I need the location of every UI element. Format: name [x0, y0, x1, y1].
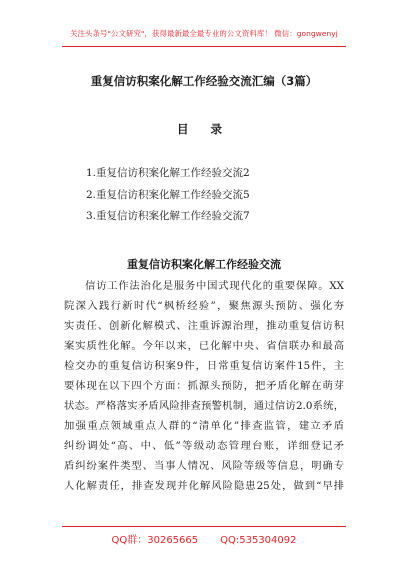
document-title: 重复信访积案化解工作经验交流汇编（3篇） — [90, 74, 318, 88]
body-line: 实责任、创新化解模式、注重诉源治理，推动重复信访积 — [64, 320, 344, 332]
body-line: 信访工作法治化是服务中国式现代化的重要保障。XX — [85, 280, 344, 292]
section-title: 重复信访积案化解工作经验交流 — [127, 258, 281, 271]
table-of-contents — [86, 164, 250, 229]
body-line: 要体现在以下四个方面：抓源头预防，把矛盾化解在萌芽 — [64, 380, 344, 392]
body-line: 盾纠纷案件类型、当事人情况、风险等级等信息，明确专 — [64, 460, 344, 472]
header-divider — [62, 46, 346, 47]
body-line: 检交办的重复信访积案9件，日常重复信访案件15件，主 — [64, 360, 344, 372]
footer — [0, 531, 408, 546]
body-line: 人化解责任，排查发现并化解风险隐患25处，做到“早排 — [64, 480, 344, 492]
footer-qq: QQ:535304092 — [220, 535, 297, 546]
body-line: 纠纷调处“高、中、低”等级动态管理台账，详细登记矛 — [64, 440, 344, 452]
header-banner: 关注头条号"公文研究"，获得最新最全最专业的公文资料库！ 微信：gongwenyj — [70, 29, 338, 38]
toc-item[interactable]: 1.重复信访积案化解工作经验交流2 — [86, 167, 250, 179]
toc-item[interactable]: 2.重复信访积案化解工作经验交流5 — [86, 188, 250, 201]
body-line: 加强重点领域重点人群的“清单化”排查监管，建立矛盾 — [64, 420, 344, 432]
body-line: 院深入践行新时代“枫桥经验”，聚焦源头预防、强化夯 — [64, 300, 344, 312]
toc-heading: 目 录 — [176, 122, 231, 136]
body-paragraph — [64, 276, 344, 496]
footer-qq-group: QQ群：30265665 — [111, 535, 199, 546]
toc-item[interactable]: 3.重复信访积案化解工作经验交流7 — [86, 210, 250, 222]
body-line: 状态。严格落实矛盾风险排查预警机制，通过信访2.0系统， — [64, 400, 344, 412]
body-line: 案实质性化解。今年以来，已化解中央、省信联办和最高 — [64, 340, 344, 352]
footer-divider — [62, 526, 346, 527]
